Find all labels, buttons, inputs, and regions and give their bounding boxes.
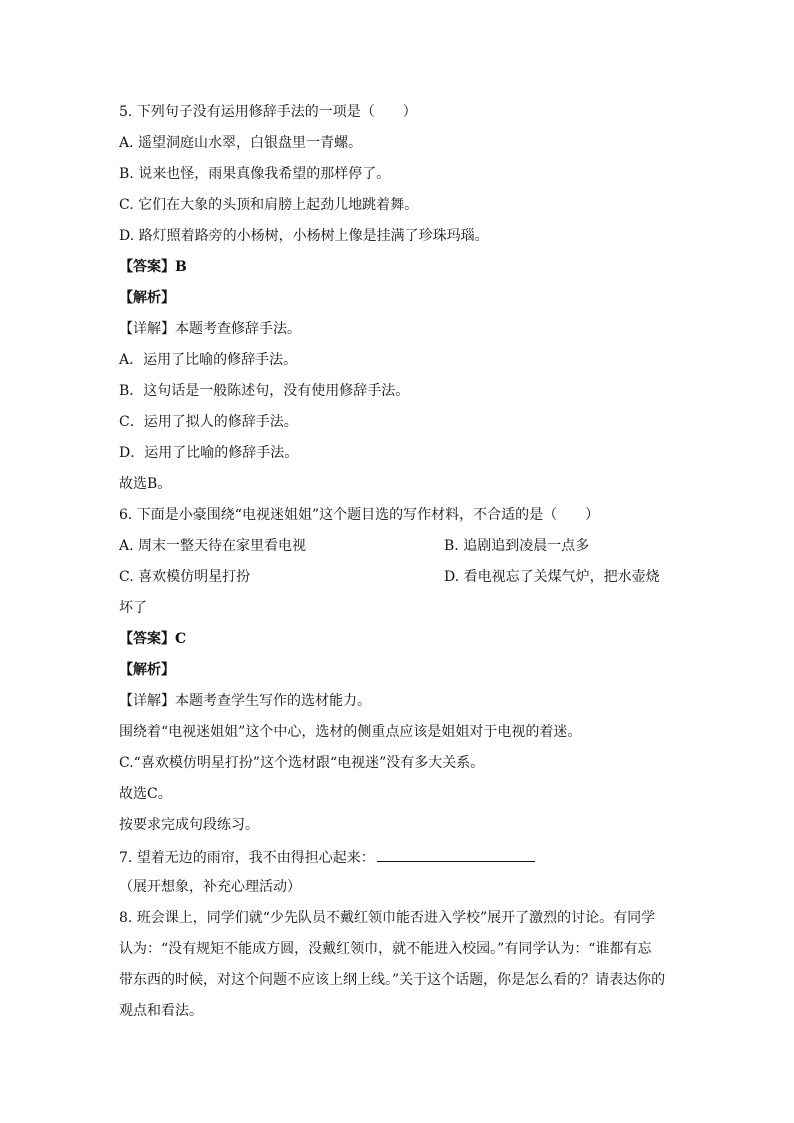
q6-stem: 6. 下面是小豪围绕“电视迷姐姐”这个题目选的写作材料，不合适的是（ ） — [119, 507, 600, 523]
q8-line-4: 观点和看法。 — [119, 1003, 203, 1019]
q5-explanation-d: D．运用了比喻的修辞手法。 — [119, 445, 299, 461]
q8-line-3: 带东西的时候，对这个问题不应该上纲上线。”关于这个话题，你是怎么看的？请表达你的 — [119, 972, 666, 988]
q6-explanation-1: 围绕着“电视迷姐姐”这个中心，选材的侧重点应该是姐姐对于电视的着迷。 — [119, 724, 582, 740]
q8-line-1: 8. 班会课上，同学们就“少先队员不戴红领巾能否进入学校”展开了激烈的讨论。有同学 — [119, 910, 656, 926]
q5-explanation-c: C．运用了拟人的修辞手法。 — [119, 414, 298, 430]
q6-answer: 【答案】C — [119, 631, 187, 647]
q6-option-b: B. 追剧追到凌晨一点多 — [444, 538, 590, 554]
section-instruction: 按要求完成句段练习。 — [119, 817, 259, 833]
q6-conclusion: 故选C。 — [119, 786, 172, 802]
q7-line — [119, 847, 535, 867]
q5-answer: 【答案】B — [119, 259, 187, 275]
q5-option-b: B. 说来也怪，雨果真像我希望的那样停了。 — [119, 166, 391, 182]
q6-option-d-continuation: 坏了 — [119, 600, 147, 616]
q5-conclusion: 故选B。 — [119, 476, 172, 492]
q6-option-a: A. 周末一整天待在家里看电视 — [119, 538, 307, 554]
q6-option-c: C. 喜欢模仿明星打扮 — [119, 569, 251, 585]
q6-analysis-title: 【解析】 — [119, 662, 175, 678]
q7-hint: （展开想象，补充心理活动） — [119, 879, 301, 895]
q8-line-2: 认为：“没有规矩不能成方圆，没戴红领巾，就不能进入校园。”有同学认为：“谁都有忘 — [119, 941, 652, 957]
q7-stem: 7. 望着无边的雨帘，我不由得担心起来： — [119, 850, 375, 866]
q5-option-a: A. 遥望洞庭山水翠，白银盘里一青螺。 — [119, 135, 363, 151]
q7-answer-blank[interactable] — [377, 847, 535, 862]
q6-explanation-2: C.“喜欢模仿明星打扮”这个选材跟“电视迷”没有多大关系。 — [119, 755, 485, 771]
q5-analysis-title: 【解析】 — [119, 290, 175, 306]
q5-option-d: D. 路灯照着路旁的小杨树，小杨树上像是挂满了珍珠玛瑙。 — [119, 228, 489, 244]
q6-detail: 【详解】本题考查学生写作的选材能力。 — [119, 693, 371, 709]
q6-option-d: D. 看电视忘了关煤气炉，把水壶烧 — [444, 569, 660, 585]
q5-stem: 5. 下列句子没有运用修辞手法的一项是（ ） — [119, 104, 417, 120]
q5-detail: 【详解】本题考查修辞手法。 — [119, 321, 301, 337]
q5-explanation-a: A．运用了比喻的修辞手法。 — [119, 352, 298, 368]
q5-explanation-b: B．这句话是一般陈述句，没有使用修辞手法。 — [119, 383, 410, 399]
q5-option-c: C. 它们在大象的头顶和肩膀上起劲儿地跳着舞。 — [119, 197, 419, 213]
